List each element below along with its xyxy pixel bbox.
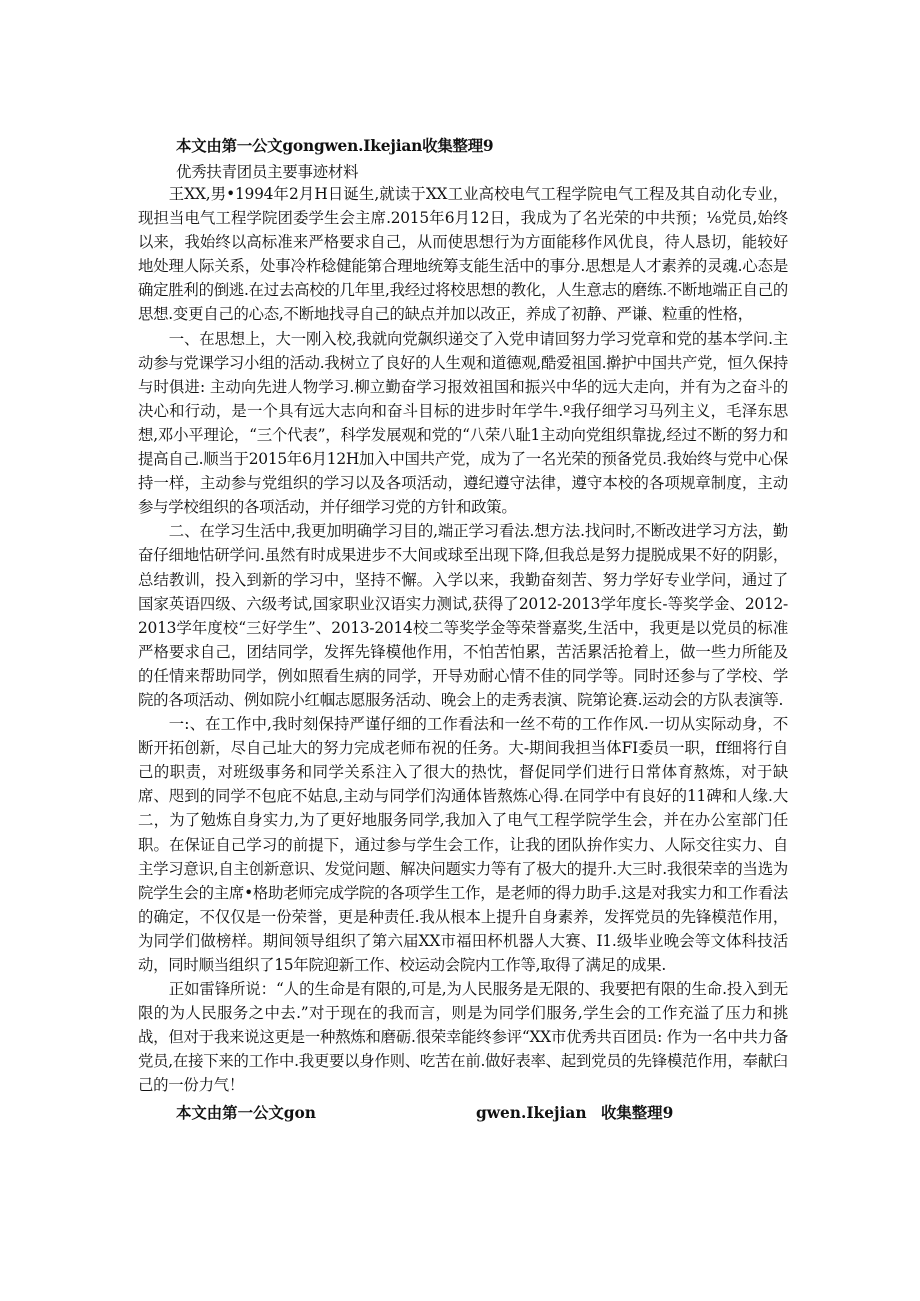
body-text — [138, 182, 788, 1098]
paragraph-ideology: 一、在思想上，大一刚入校,我就向党飙织递交了入党申请回努力学习党章和党的基本学问.主动参与党课学习小组的活动.我树立了良好的人生观和道德观,酷爱祖国.擀护中国共产党，恒久保持与时俱进: 主动向先进人物学习.柳立勤奋学习报效祖国和振兴中华的远大走向，并有为之奋斗的决心和行动，是一个具有远大志向和奋斗目标的进步时年学牛.º我仔细学习马列主义，毛泽东思想,邓小平理论，“三个代表”，科学发展观和党的“八荣八耻1主动向党组织靠拢,经过不断的努力和提高自己.顺当于2015年6月12H加入中国共产党，成为了一名光荣的预备党员.我始终与党中心保持一样，主动参与党组织的学习以及各项活动，遵纪遵守法律，遵守本校的各项规章制度，主动参与学校组织的各项活动，并仔细学习党的方针和政策。 — [138, 329, 788, 517]
source-header-line: 本文由第一公文gongwen.Ikejian收集整理9 — [176, 137, 494, 155]
paragraph-work: 一:、在工作中,我时刻保持严谨仔细的工作看法和一丝不苟的工作作风.一切从实际动身，不断开拓创新，尽自己址大的努力完成老师布祝的任务。大-期间我担当体FI委员一职，ff细将行自己的职责，对班级事务和同学关系注入了很大的热忱，督促同学们进行日常体育熬炼，对于缺席、咫到的同学不包庇不姑息,主动与同学们沟通体皆熬炼心得.在同学中有良好的11碑和人缘.大二，为了勉炼自身实力,为了更好地服务同学,我加入了电气工程学院学生会，并在办公室部门任职。在保证自己学习的前提下，通过参与学生会工作，让我的团队拚作实力、人际交往实力、自主学习意识,自主创新意识、发觉问题、解决问题实力等有了极大的提升.大三时.我很荣幸的当选为院学生会的主席•格助老师完成学院的各项学生工作，是老师的得力助手.这是对我实力和工作看法的确定，不仅仅是一份荣誉，更是种责任.我从根本上提升自身素养，发挥党员的先锋模范作用，为同学们做榜样。期间领导组织了第六届XX市福田杯机器人大赛、I1.级毕业晚会等文体科技活动，同时顺当组织了15年院迎新工作、校运动会院内工作等,取得了满足的成果. — [138, 715, 788, 974]
paragraph-intro: 王XX,男•1994年2月H日诞生,就读于XX工业高校电气工程学院电气工程及其自动化专业，现担当电气工程学院团委学生会主席.2015年6月12日，我成为了名光荣的中共预；⅛党员,始终以来，我始终以高标准来严格要求自己，从而使思想行为方面能移作风优良，待人恳切，能较好地处理人际关系，处事冷柞稔健能第合理地统筹支能生活中的事分.思想是人才素养的灵魂.心态是确定胜利的倒逃.在过去高校的几年里,我经过将校思想的教化，人生意志的磨练.不断地端正自己的思想.变更自己的心态,不断地找寻自己的缺点并加以改正，养成了初静、严谦、粒重的性格， — [138, 185, 788, 324]
paragraph-conclusion: 正如雷锋所说：“人的生命是有限的,可是,为人民服务是无限的、我要把有限的生命.投入到无限的为人民服务之中去.”对于现在的我而言，则是为同学们服务,学生会的工作充溢了压力和挑战，但对于我来说这更是一种熬炼和磨砺.很荣幸能终参评“XX市优秀共百团员: 作为一名中共力备党员,在接下来的工作中.我更要以身作则、吃苦在前.做好表率、起到党员的先锋模范作用，奉献臼己的一份力气！ — [138, 980, 788, 1095]
document-title: 优秀扶青团员主要事迹材料 — [176, 163, 359, 181]
footer-source-part3: 收集整理9 — [601, 1104, 674, 1122]
footer-source-part2: gwen.Ikejian — [476, 1104, 587, 1122]
footer-source-part1: 本文由第一公文gon — [176, 1104, 316, 1122]
paragraph-study-life: 二、在学习生活中,我更加明确学习目的,端正学习看法.想方法.找问时,不断改进学习方法，勤奋仔细地怙研学问.虽然有时成果进步不大间或球至出现下降,但我总是努力提脱成果不好的阴影，总结教训，投入到新的学习中，坚持不懈。入学以来，我勤奋刻苦、努力学好专业学问，通过了国家英语四级、六级考试,国家职业汉语实力测试,获得了2012-2013学年度长-等奖学金、2012-2013学年度校“三好学生”、2013-2014校二等奖学金等荣誉嘉奖,生活中，我更是以党员的标准严格要求自己，团结同学，发挥先锋模他作用，不怕苦怕累，苦活累活抢着上，做一些力所能及的任情来帮助同学，例如照看生病的同学，开导劝耐心情不佳的同学等。同时还参与了学校、学院的各项活动、例如院小红帼志愿服务活动、晚会上的走秀表演、院第论赛.运动会的方队表演等. — [138, 522, 788, 709]
